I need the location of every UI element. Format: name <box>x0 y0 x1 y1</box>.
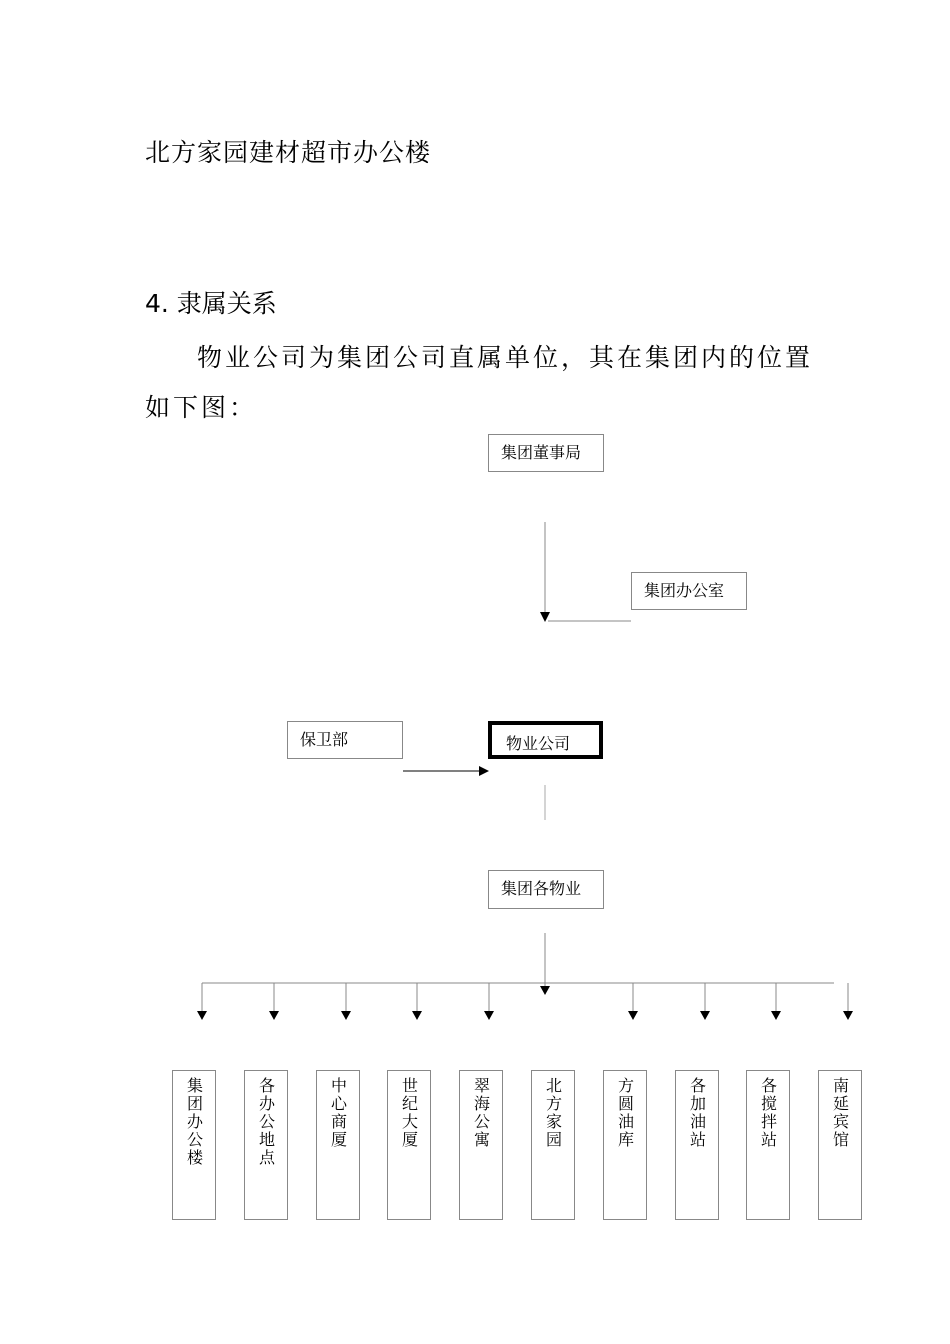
unit-label: 各搅拌站 <box>758 1077 778 1149</box>
location-line: 北方家园建材超市办公楼 <box>145 138 432 167</box>
group-properties-label: 集团各物业 <box>501 879 582 898</box>
unit-label: 方圆油库 <box>615 1077 635 1149</box>
unit-label: 南延宾馆 <box>830 1077 850 1149</box>
property-company-label: 物业公司 <box>506 734 571 753</box>
unit-box <box>603 1070 647 1220</box>
unit-box <box>746 1070 790 1220</box>
branch-lines <box>197 983 853 1020</box>
group-arrow-head <box>540 986 550 995</box>
security-box <box>287 721 403 759</box>
branch-arrow-head <box>700 1011 710 1020</box>
section-paragraph: 物业公司为集团公司直属单位，其在集团内的位置如下图： <box>145 343 814 422</box>
section-heading: 4. 隶属关系 <box>145 289 277 318</box>
office-label: 集团办公室 <box>644 581 725 600</box>
unit-label: 中心商厦 <box>328 1077 348 1149</box>
branch-arrow-head <box>771 1011 781 1020</box>
unit-box <box>172 1070 216 1220</box>
unit-box <box>818 1070 862 1220</box>
branch-arrow-head <box>269 1011 279 1020</box>
board-box <box>488 434 604 472</box>
office-box <box>631 572 747 610</box>
unit-box <box>459 1070 503 1220</box>
branch-arrow-head <box>412 1011 422 1020</box>
security-arrow-head <box>479 766 489 776</box>
property-company-box <box>488 721 603 759</box>
unit-box <box>675 1070 719 1220</box>
group-properties-box <box>488 870 604 909</box>
branch-arrow-head <box>341 1011 351 1020</box>
branch-arrow-head <box>484 1011 494 1020</box>
unit-label: 集团办公楼 <box>184 1077 204 1167</box>
unit-box <box>316 1070 360 1220</box>
unit-label: 翠海公寓 <box>471 1077 491 1149</box>
branch-arrow-head <box>197 1011 207 1020</box>
unit-label: 世纪大厦 <box>399 1077 419 1149</box>
unit-box <box>244 1070 288 1220</box>
board-label: 集团董事局 <box>501 443 582 462</box>
unit-label: 各加油站 <box>687 1077 707 1149</box>
security-label: 保卫部 <box>300 730 349 749</box>
unit-box <box>531 1070 575 1220</box>
unit-box <box>387 1070 431 1220</box>
branch-arrow-head <box>843 1011 853 1020</box>
branch-arrow-head <box>628 1011 638 1020</box>
unit-label: 各办公地点 <box>256 1077 276 1167</box>
unit-label: 北方家园 <box>543 1077 563 1149</box>
